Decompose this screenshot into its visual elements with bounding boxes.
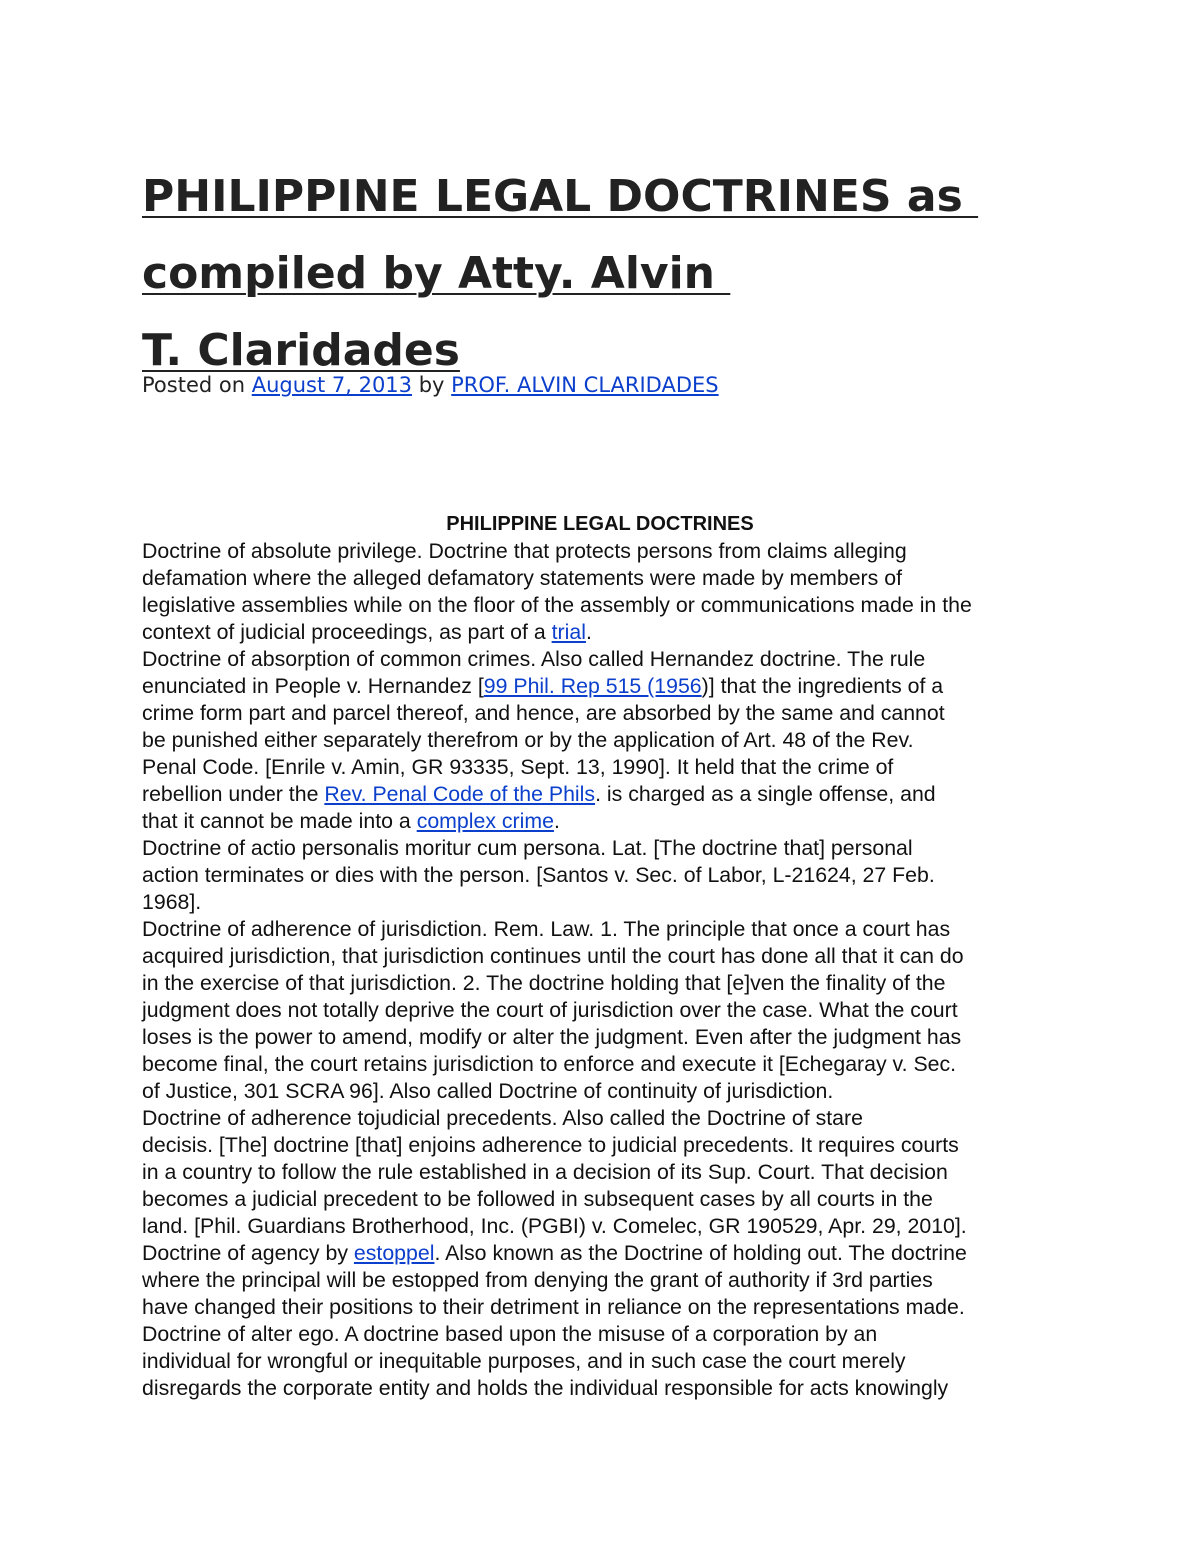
text-line (142, 1348, 1082, 1375)
line-text: Doctrine of absolute privilege. Doctrine that protects persons from claims alleging (142, 539, 907, 563)
title-line-2: compiled by Atty. Alvin (142, 248, 731, 299)
inline-link[interactable]: estoppel (353, 1241, 435, 1265)
text-line (142, 889, 1082, 916)
text-line (142, 1321, 1082, 1348)
line-text: of Justice, 301 SCRA 96]. Also called Doctrine of continuity of jurisdiction. (142, 1079, 834, 1103)
text-line (142, 997, 1082, 1024)
section-heading: PHILIPPINE LEGAL DOCTRINES (446, 513, 754, 535)
inline-link[interactable]: Rev. Penal Code of the Phils (324, 782, 596, 806)
text-line (142, 1051, 1082, 1078)
line-text: 1968]. (142, 890, 202, 914)
author-link[interactable]: PROF. ALVIN CLARIDADES (451, 373, 719, 397)
line-text-before: that it cannot be made into a (142, 809, 417, 833)
text-line (142, 754, 1082, 781)
line-text: Doctrine of alter ego. A doctrine based upon the misuse of a corporation by an (142, 1322, 878, 1346)
text-line (142, 781, 1082, 808)
line-text: Doctrine of actio personalis moritur cum persona. Lat. [The doctrine that] personal (142, 836, 913, 860)
line-text-after: . (553, 809, 560, 833)
text-line (142, 862, 1082, 889)
inline-link[interactable]: trial (551, 620, 586, 644)
line-text: in the exercise of that jurisdiction. 2. The doctrine holding that [e]ven the finality of the (142, 971, 946, 995)
text-line (142, 1186, 1082, 1213)
line-text: crime form part and parcel thereof, and hence, are absorbed by the same and cannot (142, 701, 945, 725)
line-text: becomes a judicial precedent to be followed in subsequent cases by all courts in the (142, 1187, 933, 1211)
line-text: Penal Code. [Enrile v. Amin, GR 93335, Sept. 13, 1990]. It held that the crime of (142, 755, 894, 779)
text-line (142, 916, 1082, 943)
text-line (142, 538, 1082, 565)
line-text: Doctrine of adherence of jurisdiction. Rem. Law. 1. The principle that once a court has (142, 917, 951, 941)
line-text: Doctrine of absorption of common crimes. Also called Hernandez doctrine. The rule (142, 647, 926, 671)
line-text-before: rebellion under the (142, 782, 325, 806)
line-text: defamation where the alleged defamatory statements were made by members of (142, 566, 902, 590)
text-line (142, 565, 1082, 592)
text-line (142, 1267, 1082, 1294)
line-text: have changed their positions to their detriment in reliance on the representations made. (142, 1295, 965, 1319)
line-text: action terminates or dies with the person. [Santos v. Sec. of Labor, L-21624, 27 Feb. (142, 863, 935, 887)
line-text: acquired jurisdiction, that jurisdiction continues until the court has done all that it can do (142, 944, 964, 968)
text-line (142, 727, 1082, 754)
line-text: Doctrine of adherence tojudicial precedents. Also called the Doctrine of stare (142, 1106, 863, 1130)
post-meta (142, 370, 719, 400)
text-line (142, 1294, 1082, 1321)
text-line (142, 673, 1082, 700)
text-line (142, 1132, 1082, 1159)
text-line (142, 808, 1082, 835)
line-text-after: . (585, 620, 592, 644)
line-text-after: . is charged as a single offense, and (595, 782, 936, 806)
line-text-before: Doctrine of agency by (142, 1241, 354, 1265)
line-text: decisis. [The] doctrine [that] enjoins adherence to judicial precedents. It requires courts (142, 1133, 959, 1157)
posted-on-label: Posted on (142, 373, 252, 397)
text-line (142, 592, 1082, 619)
text-line (142, 1213, 1082, 1240)
inline-link[interactable]: 99 Phil. Rep 515 (1956 (483, 674, 702, 698)
line-text: judgment does not totally deprive the court of jurisdiction over the case. What the court (142, 998, 958, 1022)
line-text-after: )] that the ingredients of a (701, 674, 944, 698)
line-text: disregards the corporate entity and holds the individual responsible for acts knowingly (142, 1376, 949, 1400)
inline-link[interactable]: complex crime (416, 809, 554, 833)
text-line (142, 970, 1082, 997)
line-text: loses is the power to amend, modify or alter the judgment. Even after the judgment has (142, 1025, 962, 1049)
line-text: land. [Phil. Guardians Brotherhood, Inc. (PGBI) v. Comelec, GR 190529, Apr. 29, 2010]. (142, 1214, 967, 1238)
text-line (142, 1240, 1082, 1267)
text-line (142, 1078, 1082, 1105)
line-text-before: context of judicial proceedings, as part of a (142, 620, 552, 644)
text-line (142, 1375, 1082, 1402)
text-line (142, 1105, 1082, 1132)
text-line (142, 835, 1082, 862)
text-line (142, 700, 1082, 727)
line-text: in a country to follow the rule established in a decision of its Sup. Court. That decision (142, 1160, 948, 1184)
text-line (142, 1024, 1082, 1051)
line-text-after: . Also known as the Doctrine of holding out. The doctrine (434, 1241, 967, 1265)
title-line-3: T. Claridades (142, 325, 460, 376)
line-text-before: enunciated in People v. Hernandez [ (142, 674, 484, 698)
body-text (142, 538, 1082, 1402)
line-text: be punished either separately therefrom or by the application of Art. 48 of the Rev. (142, 728, 914, 752)
line-text: individual for wrongful or inequitable purposes, and in such case the court merely (142, 1349, 906, 1373)
line-text: where the principal will be estopped from denying the grant of authority if 3rd parties (142, 1268, 933, 1292)
page-title (142, 158, 1062, 389)
text-line (142, 619, 1082, 646)
by-label: by (412, 373, 452, 397)
text-line (142, 1159, 1082, 1186)
line-text: legislative assemblies while on the floor of the assembly or communications made in the (142, 593, 972, 617)
text-line (142, 646, 1082, 673)
line-text: become final, the court retains jurisdiction to enforce and execute it [Echegaray v. Sec. (142, 1052, 957, 1076)
title-line-1: PHILIPPINE LEGAL DOCTRINES as (142, 171, 979, 222)
text-line (142, 943, 1082, 970)
post-date-link[interactable]: August 7, 2013 (251, 373, 413, 397)
